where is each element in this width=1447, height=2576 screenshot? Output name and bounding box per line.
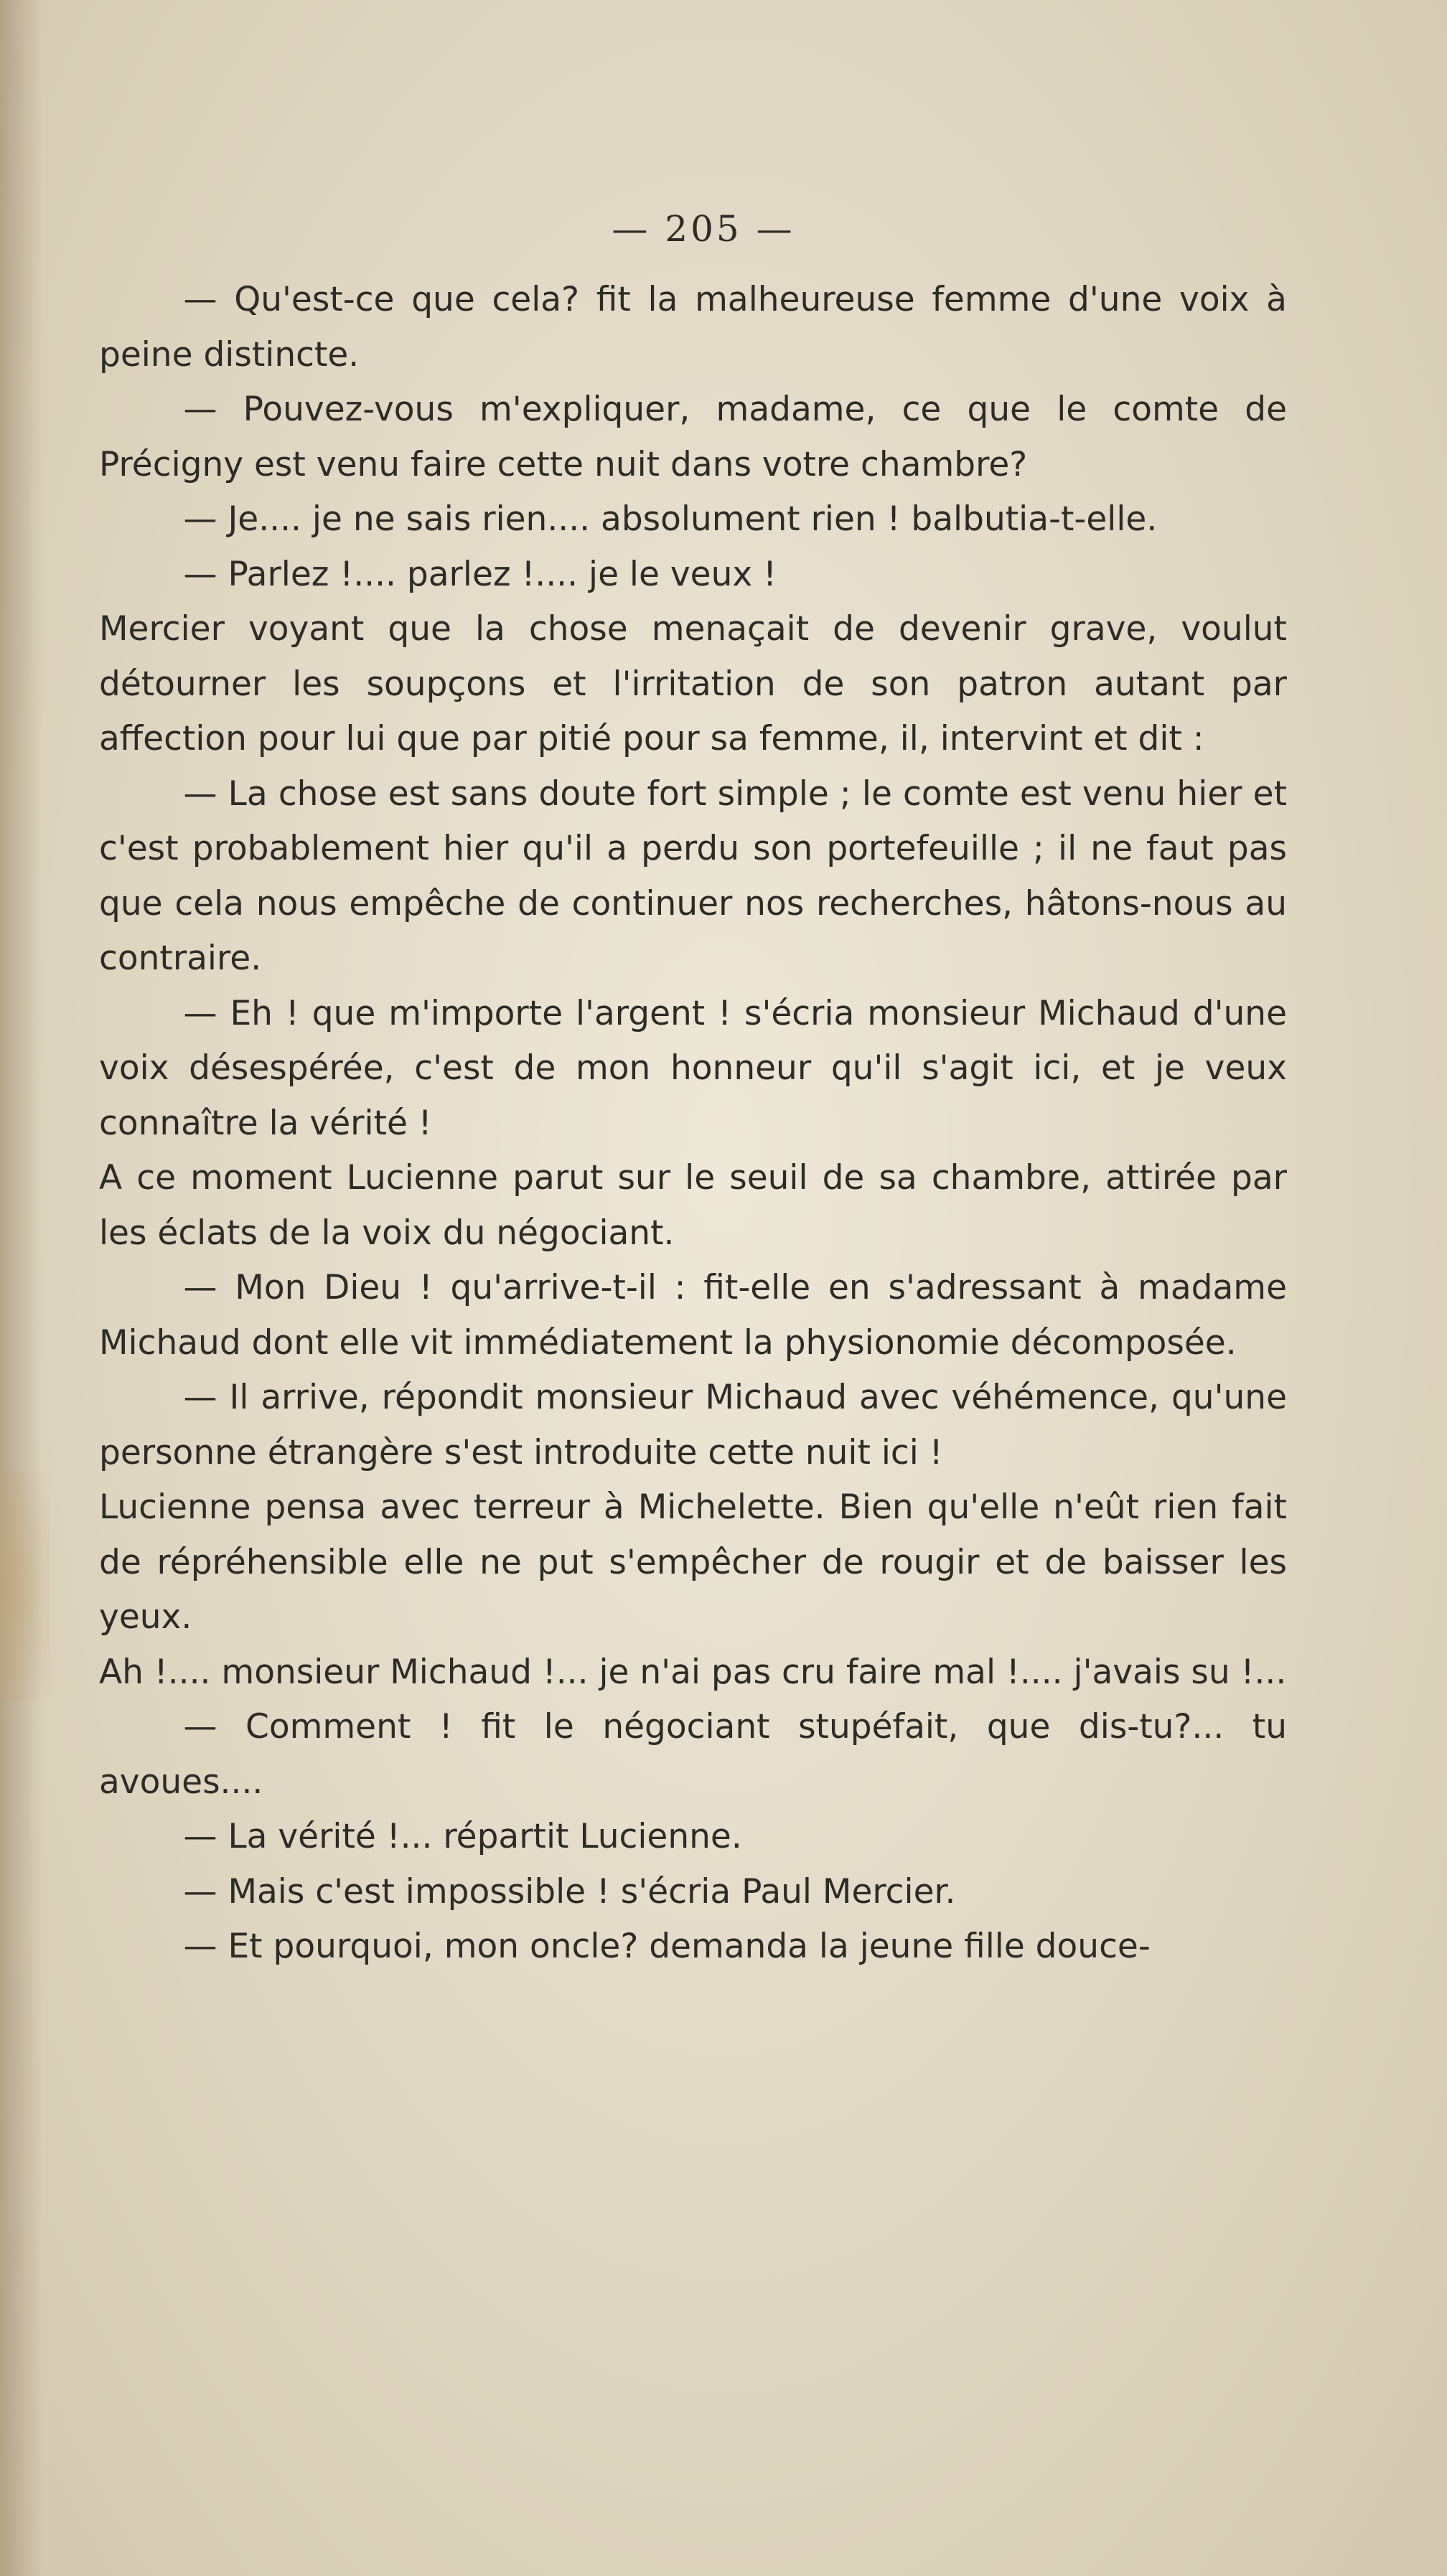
body-text bbox=[99, 273, 1287, 1975]
paragraph: — La vérité !... répartit Lucienne. bbox=[183, 1817, 742, 1856]
paragraph: Mercier voyant que la chose menaçait de devenir grave, voulut détourner les soupçons et l'irritation de son patron autant par affection pour lui que par pitié pour sa femme, il, intervint et dit : bbox=[99, 609, 1287, 758]
page-gutter-shadow bbox=[0, 0, 43, 2576]
paragraph: — Pouvez-vous m'expliquer, madame, ce que le comte de Précigny est venu faire cette nuit dans votre chambre? bbox=[99, 390, 1287, 484]
paragraph: — Comment ! fit le négociant stupéfait, que dis-tu?... tu avoues.... bbox=[99, 1707, 1287, 1802]
paper-stain bbox=[0, 1471, 50, 1701]
paragraph: — Il arrive, répondit monsieur Michaud avec véhémence, qu'une personne étrangère s'est introduite cette nuit ici ! bbox=[99, 1378, 1287, 1472]
paragraph: — Parlez !.... parlez !.... je le veux ! bbox=[183, 554, 777, 594]
paragraph: — Eh ! que m'importe l'argent ! s'écria monsieur Michaud d'une voix désespérée, c'est de mon honneur qu'il s'agit ici, et je veux connaître la vérité ! bbox=[99, 993, 1287, 1143]
paragraph: Ah !.... monsieur Michaud !... je n'ai pas cru faire mal !.... j'avais su !... bbox=[99, 1652, 1287, 1692]
page-number: — 205 — bbox=[612, 208, 795, 250]
paragraph: — Je.... je ne sais rien.... absolument rien ! balbutia-t-elle. bbox=[183, 499, 1158, 539]
paragraph: — Mon Dieu ! qu'arrive-t-il : fit-elle en s'adressant à madame Michaud dont elle vit immédiatement la physionomie décomposée. bbox=[99, 1268, 1287, 1363]
paragraph: — Mais c'est impossible ! s'écria Paul Mercier. bbox=[183, 1871, 956, 1912]
paragraph: — Et pourquoi, mon oncle? demanda la jeune fille douce- bbox=[183, 1927, 1151, 1966]
paragraph: A ce moment Lucienne parut sur le seuil de sa chambre, attirée par les éclats de la voix du négociant. bbox=[99, 1158, 1287, 1253]
paragraph: — Qu'est-ce que cela? fit la malheureuse femme d'une voix à peine distincte. bbox=[99, 280, 1287, 375]
paragraph: Lucienne pensa avec terreur à Michelette. Bien qu'elle n'eût rien fait de répréhensible elle ne put s'empêcher de rougir et de baisser les yeux. bbox=[99, 1487, 1287, 1637]
paragraph: — La chose est sans doute fort simple ; le comte est venu hier et c'est probablement hier qu'il a perdu son portefeuille ; il ne faut pas que cela nous empêche de continuer nos recherches, hâtons-nous au contraire. bbox=[99, 774, 1287, 978]
